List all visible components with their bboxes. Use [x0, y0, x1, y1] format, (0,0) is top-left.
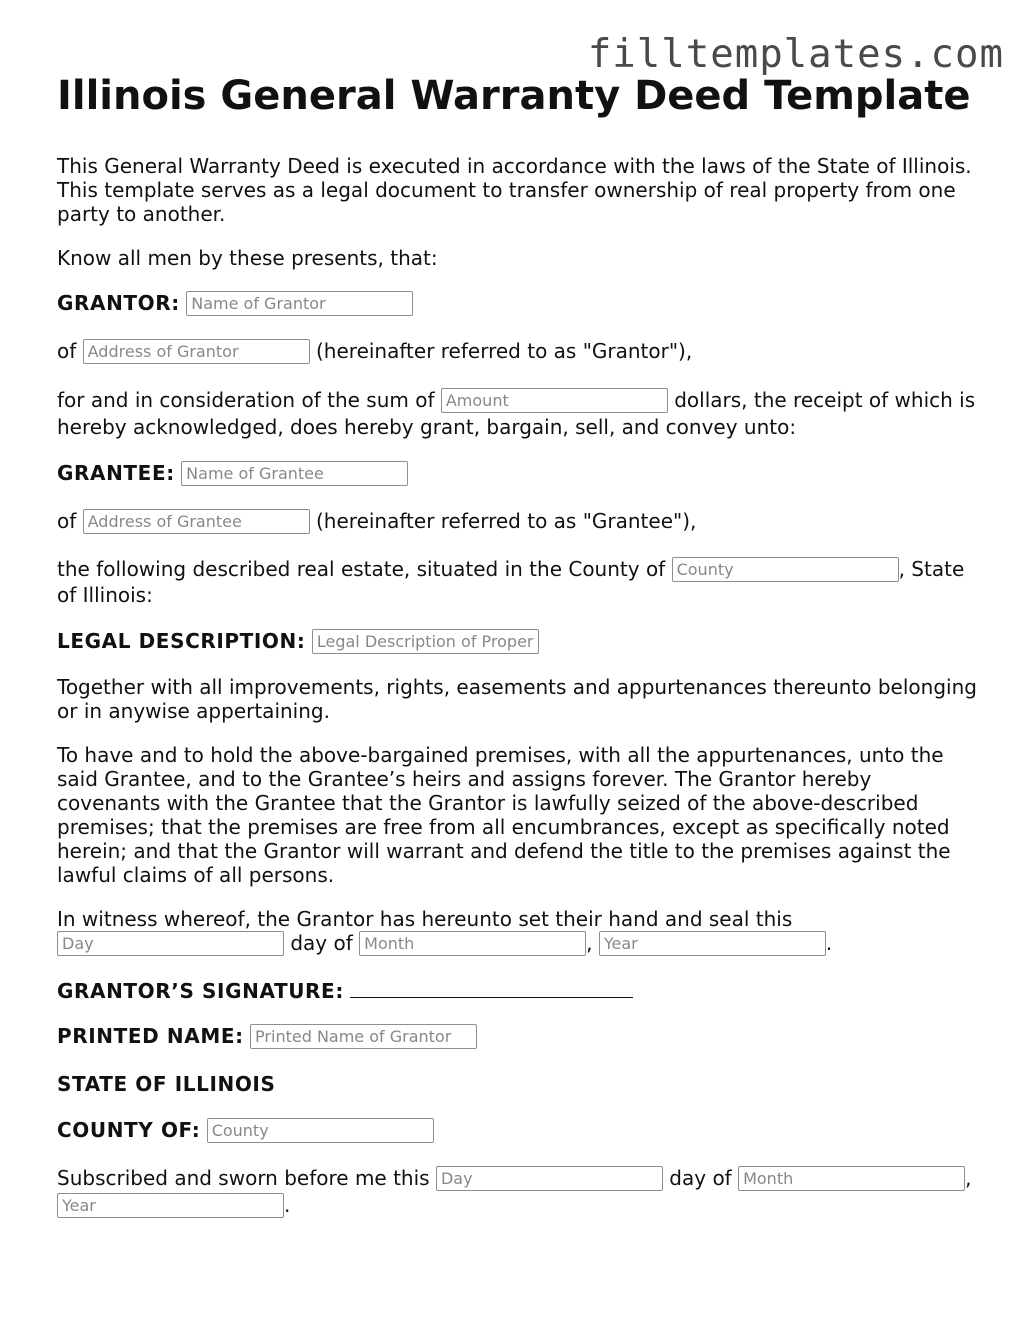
- state-heading: STATE OF ILLINOIS: [57, 1072, 276, 1096]
- sworn-month-input[interactable]: [738, 1166, 965, 1191]
- legal-description-input[interactable]: [312, 629, 539, 654]
- witness-day-of-text: day of: [290, 931, 353, 955]
- legal-description-row: [57, 629, 977, 655]
- signature-row: [57, 979, 977, 1003]
- grantor-referred-text: (hereinafter referred to as "Grantor"),: [316, 339, 693, 363]
- county-before-text: the following described real estate, situated in the County of: [57, 557, 666, 581]
- county-sentence-row: [57, 557, 977, 607]
- grantor-address-input[interactable]: [83, 339, 310, 364]
- grantor-of-text: of: [57, 339, 77, 363]
- grantor-address-row: [57, 339, 977, 365]
- intro-paragraph: This General Warranty Deed is executed in accordance with the laws of the State of Illinois. This template serves as a legal document to transfer ownership of real property from one party to another.: [57, 154, 972, 226]
- site-watermark: filltemplates.com: [587, 32, 1004, 77]
- grantor-label: GRANTOR:: [57, 291, 180, 315]
- witness-period: .: [825, 931, 833, 955]
- grantor-name-input[interactable]: [186, 291, 413, 316]
- county-of-row: [57, 1118, 977, 1144]
- property-county-input[interactable]: [672, 557, 899, 582]
- grantee-name-input[interactable]: [181, 461, 408, 486]
- sworn-year-input[interactable]: [57, 1193, 284, 1218]
- witness-day-input[interactable]: [57, 931, 284, 956]
- grantee-referred-text: (hereinafter referred to as "Grantee"),: [316, 509, 697, 533]
- county-after-text: , State of Illinois:: [57, 557, 965, 607]
- sworn-row: [57, 1165, 977, 1219]
- consideration-after-text: dollars, the receipt of which is hereby acknowledged, does hereby grant, bargain, sell, and convey unto:: [57, 388, 976, 439]
- together-paragraph: Together with all improvements, rights, easements and appurtenances thereunto belonging or in anywise appertaining.: [57, 675, 977, 723]
- grantee-address-input[interactable]: [83, 509, 310, 534]
- grantee-address-row: [57, 509, 977, 535]
- printed-name-input[interactable]: [250, 1024, 477, 1049]
- consideration-before-text: for and in consideration of the sum of: [57, 388, 435, 412]
- printed-name-label: PRINTED NAME:: [57, 1024, 244, 1048]
- witness-row: [57, 907, 977, 957]
- grantor-row: [57, 291, 977, 317]
- deed-form: [57, 72, 977, 1219]
- grantee-of-text: of: [57, 509, 77, 533]
- page-title: Illinois General Warranty Deed Template: [57, 73, 971, 119]
- habendum-paragraph: To have and to hold the above-bargained premises, with all the appurtenances, unto the said Grantee, and to the Grantee’s heirs and assigns forever. The Grantor hereby covenants with the Grantee that the Grantor is lawfully seized of the above-described premises; that the premises are free from all encumbrances, except as specifically noted herein; and that the Grantor will warrant and defend the title to the premises against the lawful claims of all persons.: [57, 743, 951, 887]
- notary-county-input[interactable]: [207, 1118, 434, 1143]
- signature-line[interactable]: [350, 979, 633, 998]
- witness-text: In witness whereof, the Grantor has hereunto set their hand and seal this: [57, 907, 793, 931]
- legal-description-label: LEGAL DESCRIPTION:: [57, 629, 306, 653]
- amount-input[interactable]: [441, 388, 668, 413]
- sworn-comma: ,: [965, 1166, 972, 1190]
- grantee-label: GRANTEE:: [57, 461, 175, 485]
- printed-name-row: [57, 1024, 977, 1050]
- know-all-text: Know all men by these presents, that:: [57, 246, 438, 270]
- county-of-label: COUNTY OF:: [57, 1118, 201, 1142]
- sworn-day-input[interactable]: [436, 1166, 663, 1191]
- witness-year-input[interactable]: [599, 931, 826, 956]
- signature-label: GRANTOR’S SIGNATURE:: [57, 979, 344, 1003]
- sworn-text: Subscribed and sworn before me this: [57, 1166, 430, 1190]
- grantee-row: [57, 461, 977, 487]
- witness-month-input[interactable]: [359, 931, 586, 956]
- sworn-day-of-text: day of: [669, 1166, 732, 1190]
- sworn-period: .: [284, 1193, 291, 1217]
- consideration-row: [57, 387, 977, 440]
- witness-comma: ,: [586, 931, 593, 955]
